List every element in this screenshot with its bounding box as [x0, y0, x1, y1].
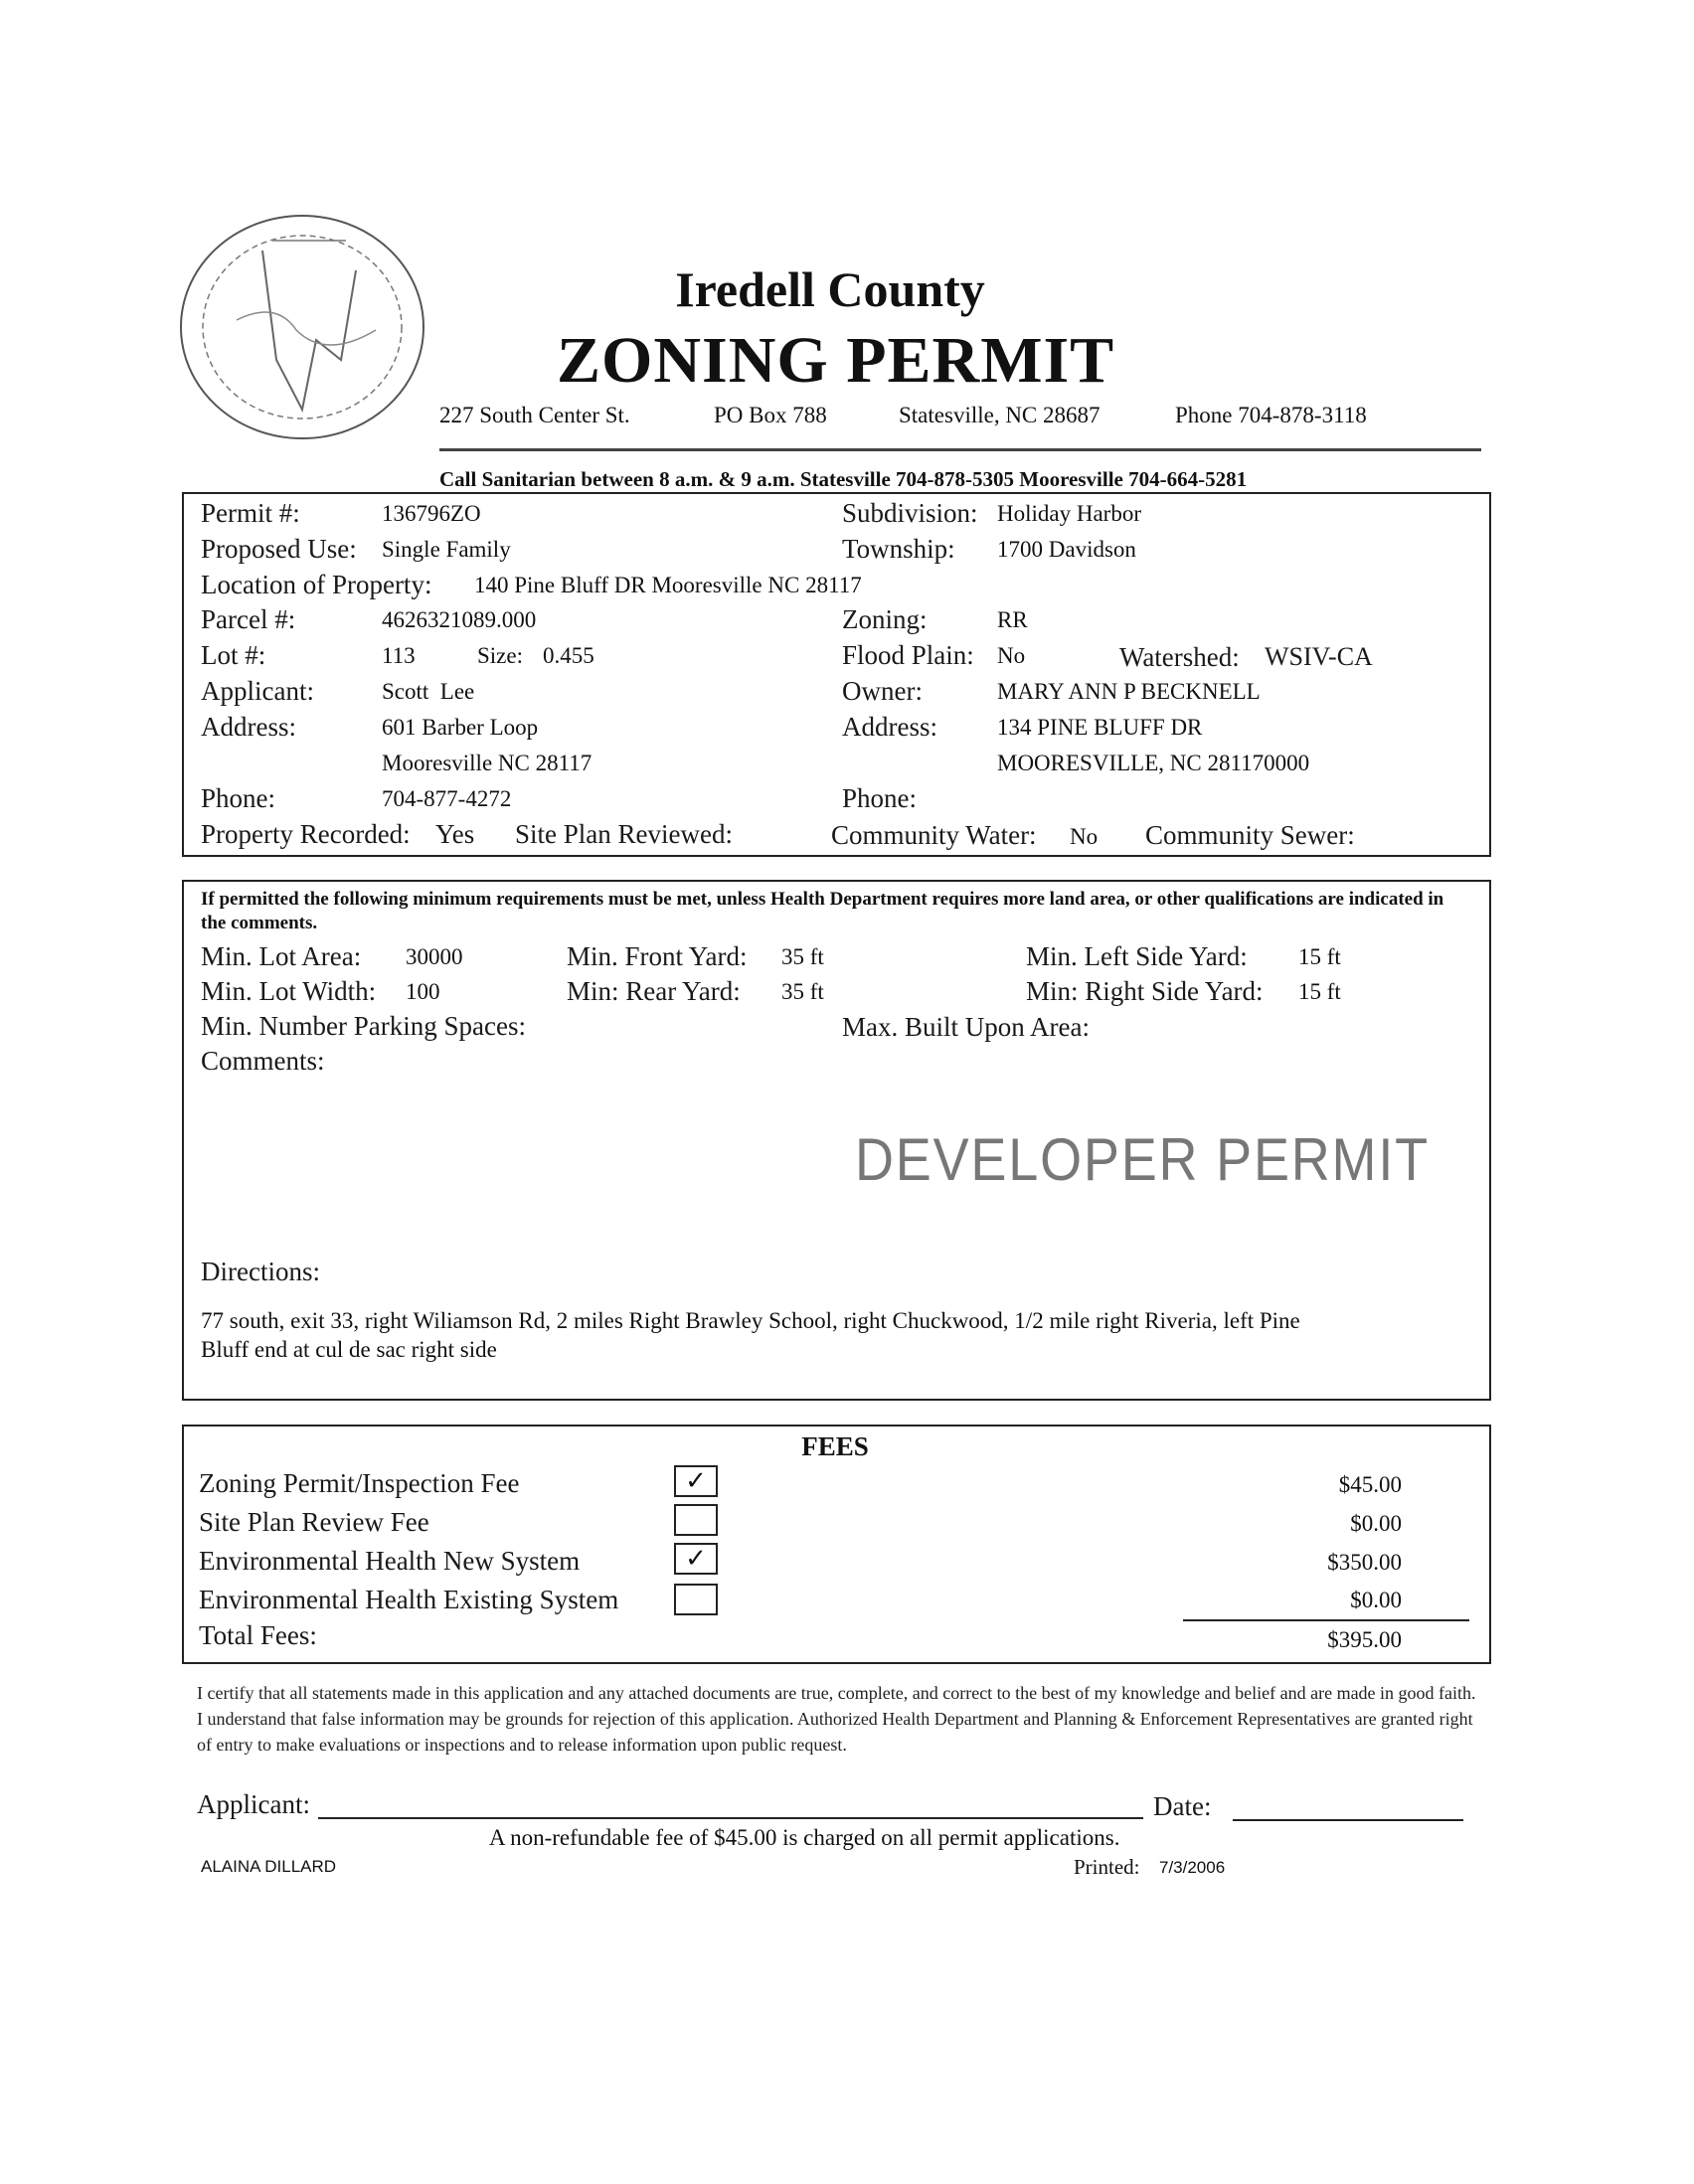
fee-amount-site-plan: $0.00: [1350, 1511, 1402, 1536]
permit-value: 136796ZO: [382, 501, 481, 526]
fee-amount-eh-new: $350.00: [1327, 1550, 1402, 1575]
permit-info-box: [182, 492, 1491, 857]
certification-text: I certify that all statements made in this application and any attached documents are true, complete, and correct to the best of my knowledge and belief and are made in good faith. I understand that false information may be grounds for rejection of this application. Authorized Health Department and Planning & Enforcement Representatives are granted right of entry to make evaluations or inspections and to release information upon public request.: [197, 1683, 1476, 1755]
watershed-value: WSIV-CA: [1265, 642, 1373, 671]
location-label: Location of Property:: [201, 570, 432, 599]
fee-label-site-plan: Site Plan Review Fee: [199, 1507, 429, 1537]
printed-date: 7/3/2006: [1159, 1858, 1226, 1877]
office-phone: Phone 704-878-3118: [1175, 403, 1367, 427]
min-left-side-value: 15 ft: [1298, 944, 1341, 969]
fee-checkbox-eh-existing[interactable]: [674, 1584, 718, 1615]
directions-label: Directions:: [201, 1257, 320, 1286]
site-plan-label: Site Plan Reviewed:: [515, 819, 733, 849]
owner-address-line1: 134 PINE BLUFF DR: [997, 715, 1203, 740]
watershed-label: Watershed:: [1119, 642, 1240, 672]
proposed-use-label: Proposed Use:: [201, 534, 357, 564]
min-front-yard-label: Min. Front Yard:: [567, 941, 748, 971]
owner-value: MARY ANN P BECKNELL: [997, 679, 1261, 704]
printed-label: Printed:: [1074, 1855, 1140, 1879]
applicant-address-label: Address:: [201, 712, 296, 742]
min-front-yard-value: 35 ft: [781, 944, 824, 969]
location-value: 140 Pine Bluff DR Mooresville NC 28117: [474, 573, 862, 597]
applicant-address-line1: 601 Barber Loop: [382, 715, 539, 740]
min-parking-label: Min. Number Parking Spaces:: [201, 1011, 526, 1041]
county-name: Iredell County: [675, 261, 985, 317]
township-value: 1700 Davidson: [997, 537, 1136, 562]
page-title: ZONING PERMIT: [557, 324, 1115, 397]
subdivision-label: Subdivision:: [842, 498, 978, 528]
county-seal: [177, 211, 427, 444]
fees-total-rule: [1183, 1619, 1469, 1621]
sanitarian-note: Call Sanitarian between 8 a.m. & 9 a.m. Statesville 704-878-5305 Mooresville 704-664-5281: [439, 467, 1248, 491]
seal-icon: [177, 211, 427, 444]
community-sewer-label: Community Sewer:: [1145, 820, 1355, 850]
max-built-area-label: Max. Built Upon Area:: [842, 1012, 1090, 1042]
office-street: 227 South Center St.: [439, 403, 630, 427]
community-water-label: Community Water:: [831, 820, 1037, 850]
community-water-value: No: [1070, 824, 1099, 849]
subdivision-value: Holiday Harbor: [997, 501, 1141, 526]
min-rear-yard-value: 35 ft: [781, 979, 824, 1004]
proposed-use-value: Single Family: [382, 537, 511, 562]
fee-checkbox-zoning[interactable]: ✓: [674, 1465, 718, 1497]
owner-address-line2: MOORESVILLE, NC 281170000: [997, 751, 1310, 775]
applicant-address-line2: Mooresville NC 28117: [382, 751, 593, 775]
min-right-side-label: Min: Right Side Yard:: [1026, 976, 1264, 1006]
fees-total-value: $395.00: [1327, 1627, 1402, 1652]
min-lot-width-label: Min. Lot Width:: [201, 976, 377, 1006]
applicant-label: Applicant:: [201, 676, 314, 706]
clerk-name: ALAINA DILLARD: [201, 1857, 337, 1876]
size-label: Size:: [477, 643, 523, 668]
directions-line2: Bluff end at cul de sac right side: [201, 1337, 497, 1362]
developer-permit-stamp: DEVELOPER PERMIT: [855, 1126, 1430, 1193]
fee-label-zoning: Zoning Permit/Inspection Fee: [199, 1468, 520, 1498]
fee-checkbox-site-plan[interactable]: [674, 1504, 718, 1536]
min-left-side-label: Min. Left Side Yard:: [1026, 941, 1248, 971]
requirements-intro: If permitted the following minimum requirements must be met, unless Health Department requires more land area, or other qualifications are indicated in the comments.: [201, 889, 1444, 933]
parcel-label: Parcel #:: [201, 604, 296, 634]
applicant-signature-line[interactable]: [318, 1817, 1143, 1819]
fee-amount-eh-existing: $0.00: [1350, 1588, 1402, 1612]
applicant-signature-label: Applicant:: [197, 1789, 310, 1819]
date-line[interactable]: [1233, 1819, 1463, 1821]
flood-plain-value: No: [997, 643, 1026, 668]
comments-label: Comments:: [201, 1046, 325, 1076]
owner-address-label: Address:: [842, 712, 937, 742]
applicant-phone-label: Phone:: [201, 783, 276, 813]
applicant-value: Scott Lee: [382, 679, 475, 704]
min-lot-area-value: 30000: [406, 944, 463, 969]
zoning-value: RR: [997, 607, 1028, 632]
recorded-value: Yes: [435, 819, 475, 849]
fees-title: FEES: [801, 1431, 869, 1461]
directions-line1: 77 south, exit 33, right Wiliamson Rd, 2 miles Right Brawley School, right Chuckwood, 1/2 mile right Riveria, left Pine: [201, 1308, 1300, 1333]
min-lot-area-label: Min. Lot Area:: [201, 941, 362, 971]
office-city: Statesville, NC 28687: [899, 403, 1101, 427]
permit-label: Permit #:: [201, 498, 300, 528]
size-value: 0.455: [543, 643, 594, 668]
zoning-label: Zoning:: [842, 604, 928, 634]
applicant-phone-value: 704-877-4272: [382, 786, 512, 811]
header-rule: [439, 448, 1481, 451]
owner-label: Owner:: [842, 676, 923, 706]
fee-checkbox-eh-new[interactable]: ✓: [674, 1543, 718, 1575]
fee-note: A non-refundable fee of $45.00 is charged on all permit applications.: [489, 1825, 1120, 1850]
fees-total-label: Total Fees:: [199, 1620, 317, 1650]
office-pobox: PO Box 788: [714, 403, 827, 427]
parcel-value: 4626321089.000: [382, 607, 537, 632]
min-right-side-value: 15 ft: [1298, 979, 1341, 1004]
min-rear-yard-label: Min: Rear Yard:: [567, 976, 741, 1006]
lot-value: 113: [382, 643, 416, 668]
date-label: Date:: [1153, 1791, 1212, 1821]
flood-plain-label: Flood Plain:: [842, 640, 974, 670]
min-lot-width-value: 100: [406, 979, 440, 1004]
owner-phone-label: Phone:: [842, 783, 918, 813]
lot-label: Lot #:: [201, 640, 266, 670]
recorded-label: Property Recorded:: [201, 819, 411, 849]
fee-label-eh-new: Environmental Health New System: [199, 1546, 581, 1576]
fee-label-eh-existing: Environmental Health Existing System: [199, 1585, 619, 1614]
fee-amount-zoning: $45.00: [1338, 1472, 1402, 1497]
township-label: Township:: [842, 534, 955, 564]
